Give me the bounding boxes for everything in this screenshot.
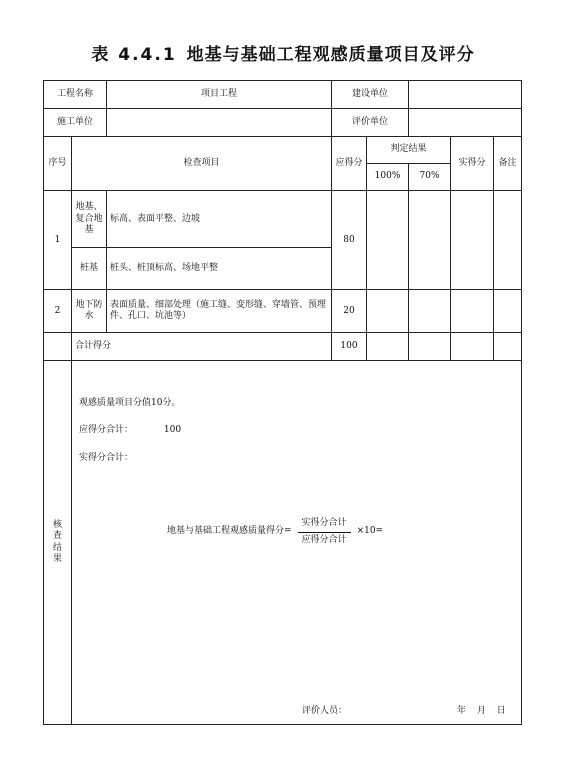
conclusion-label-char: 核 [52, 520, 62, 531]
table-number: 表 4.4.1 [91, 45, 177, 65]
row-content: 标高、表面平整、边坡 [107, 191, 332, 248]
total-row [44, 333, 522, 361]
row-pct100-cell[interactable] [367, 191, 409, 290]
col-remark: 备注 [494, 137, 522, 191]
col-pct70: 70% [409, 164, 451, 191]
conclusion-row [44, 361, 522, 725]
col-pct100: 100% [367, 164, 409, 191]
conclusion-label [44, 361, 72, 725]
row-remark-cell[interactable] [494, 290, 522, 333]
formula-denominator: 应得分合计 [301, 534, 347, 545]
row-due-score: 80 [332, 191, 367, 290]
signer-label: 评价人员： [302, 706, 348, 717]
formula-label: 地基与基础工程观感质量得分= [167, 526, 292, 537]
row-actual-score-cell[interactable] [451, 290, 494, 333]
row-actual-score-cell[interactable] [451, 191, 494, 290]
col-due-score: 应得分 [332, 137, 367, 191]
row-due-score: 20 [332, 290, 367, 333]
builder-value[interactable] [409, 81, 522, 109]
evaluator-value[interactable] [409, 109, 522, 137]
due-total-value: 100 [163, 425, 182, 436]
col-seq: 序号 [44, 137, 72, 191]
table-row [44, 191, 522, 248]
score-note: 观感质量项目分值10分。 [79, 398, 181, 409]
builder-label: 建设单位 [332, 81, 409, 109]
total-pct70-cell[interactable] [409, 333, 451, 361]
project-name-label: 工程名称 [44, 81, 107, 109]
formula-numerator: 实得分合计 [298, 518, 351, 532]
total-pct100-cell[interactable] [367, 333, 409, 361]
total-label: 合计得分 [72, 333, 332, 361]
col-item: 检查项目 [72, 137, 332, 191]
total-value: 100 [332, 333, 367, 361]
project-name-value[interactable]: 项目工程 [107, 81, 332, 109]
conclusion-body [72, 361, 522, 725]
row-seq: 1 [44, 191, 72, 290]
row-category: 地基、复合地基 [72, 191, 107, 248]
col-judgement: 判定结果 [367, 137, 451, 164]
conclusion-label-char: 果 [52, 553, 62, 564]
row-category: 地下防水 [72, 290, 107, 333]
row-content: 表面质量、细部处理（施工缝、变形缝、穿墙管、预埋件、孔口、坑池等） [107, 290, 332, 333]
row-pct70-cell[interactable] [409, 191, 451, 290]
actual-total-label: 实得分合计： [79, 453, 134, 464]
column-header-row [44, 137, 522, 164]
row-pct100-cell[interactable] [367, 290, 409, 333]
row-remark-cell[interactable] [494, 191, 522, 290]
conclusion-label-char: 结 [52, 542, 62, 553]
page-title [0, 40, 566, 65]
formula-factor: ×10= [356, 526, 384, 537]
project-name-row [44, 81, 522, 109]
contractor-value[interactable] [107, 109, 332, 137]
total-seq-cell [44, 333, 72, 361]
evaluator-label: 评价单位 [332, 109, 409, 137]
row-category: 桩基 [72, 248, 107, 290]
col-actual-score: 实得分 [451, 137, 494, 191]
date-label: 年 月 日 [457, 706, 506, 717]
row-content: 桩头、桩顶标高、场地平整 [107, 248, 332, 290]
row-seq: 2 [44, 290, 72, 333]
table-row [44, 290, 522, 333]
total-remark-cell[interactable] [494, 333, 522, 361]
table-title: 地基与基础工程观感质量项目及评分 [186, 45, 475, 65]
formula-fraction [298, 518, 351, 546]
due-total-label: 应得分合计： [79, 425, 134, 436]
conclusion-label-char: 查 [52, 531, 62, 542]
row-pct70-cell[interactable] [409, 290, 451, 333]
contractor-label: 施工单位 [44, 109, 107, 137]
due-total-line [79, 425, 181, 436]
total-actual-score-cell[interactable] [451, 333, 494, 361]
score-formula [167, 518, 383, 546]
contractor-row [44, 109, 522, 137]
evaluation-table [43, 80, 522, 725]
